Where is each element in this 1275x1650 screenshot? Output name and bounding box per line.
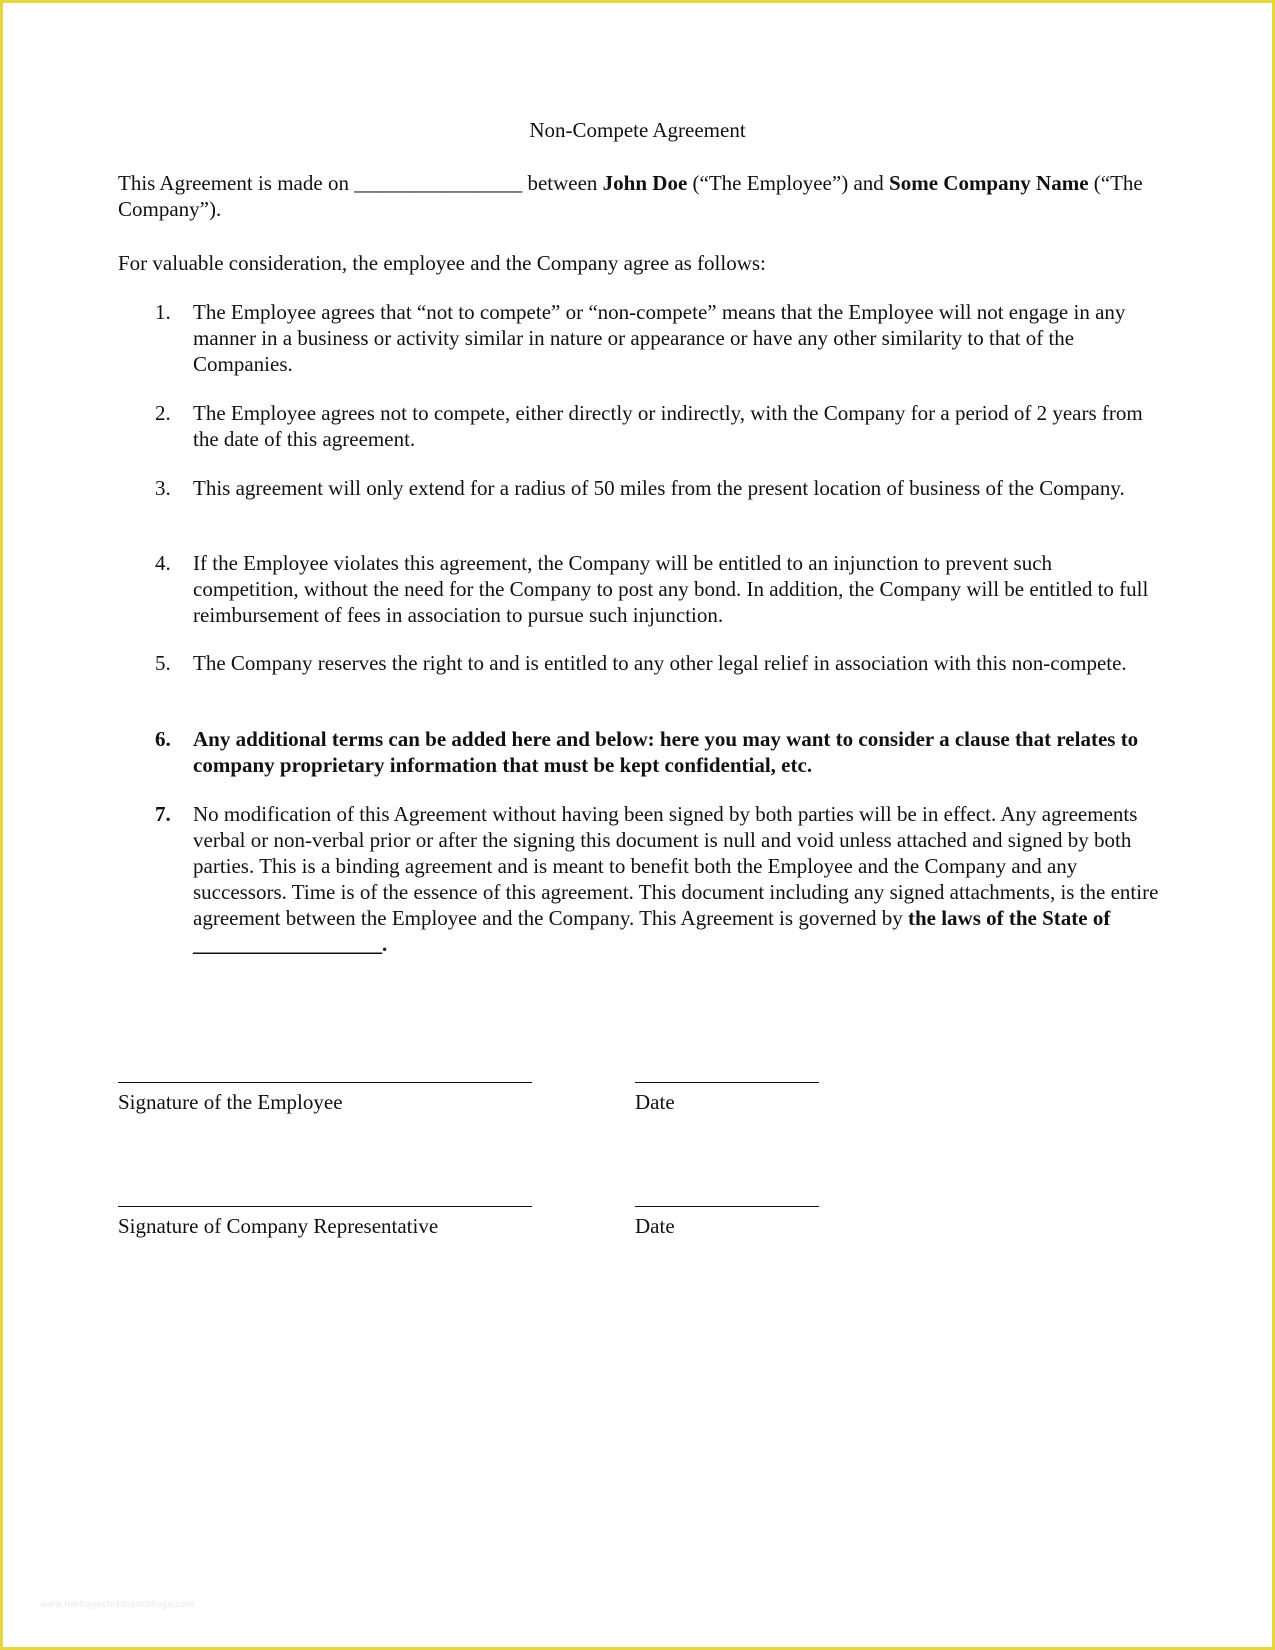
clause-text: No modification of this Agreement without having been signed by both parties will be in effect. Any agreements verbal or non-verbal prior or after the signing this document is null and void unless attached and signed by both parties. This is a binding agreement and is meant to benefit both the Employee and the Company and any successors. Time is of the essence of this agreement. This document including any signed attachments, is the entire agreement between the Employee and the Company. This Agreement is governed by: [193, 802, 1159, 930]
company-signature-label: Signature of Company Representative: [118, 1214, 439, 1238]
company-date-line[interactable]: [635, 1206, 819, 1207]
intro-prefix: This Agreement is made on: [118, 171, 355, 195]
clause-text: The Employee agrees not to compete, either directly or indirectly, with the Company for a period of 2 years from the date of this agreement.: [193, 401, 1143, 451]
clause-4: [150, 550, 1160, 628]
clause-number: 7.: [155, 802, 171, 826]
clause-2: [150, 400, 1160, 452]
company-name: Some Company Name: [889, 171, 1089, 195]
clause-text: If the Employee violates this agreement, the Company will be entitled to an injunction to prevent such competition, without the need for the Company to post any bond. In addition, the Company will be entitled to full reimbursement of fees in association to pursue such injunction.: [193, 551, 1149, 627]
clause-1: [150, 299, 1160, 377]
clause-number: 3.: [155, 476, 171, 500]
company-date-label: Date: [635, 1214, 675, 1238]
employee-date-line[interactable]: [635, 1082, 819, 1083]
clause-number: 1.: [155, 300, 171, 324]
document-title: Non-Compete Agreement: [529, 118, 746, 142]
employee-role: (“The Employee”) and: [687, 171, 890, 195]
governing-law-text: the laws of the State of __________________.: [193, 906, 1111, 956]
clause-text: The Company reserves the right to and is entitled to any other legal relief in association with this non-compete.: [193, 651, 1127, 675]
clause-5: [150, 650, 1160, 676]
clause-number: 2.: [155, 401, 171, 425]
clause-6: [150, 726, 1160, 778]
company-role: (“The Company”).: [118, 171, 1143, 221]
consideration-paragraph: For valuable consideration, the employee and the Company agree as follows:: [118, 251, 766, 275]
company-signature-line[interactable]: [118, 1206, 532, 1207]
clause-3: [150, 475, 1160, 501]
clause-number: 6.: [155, 727, 171, 751]
clause-text: Any additional terms can be added here and below: here you may want to consider a clause that relates to company proprietary information that must be kept confidential, etc.: [193, 727, 1139, 777]
clause-text-wrapper: [193, 801, 1160, 957]
clause-text: This agreement will only extend for a radius of 50 miles from the present location of business of the Company.: [193, 476, 1125, 500]
intro-between: between: [522, 171, 603, 195]
employee-name: John Doe: [602, 171, 688, 195]
clause-number: 4.: [155, 551, 171, 575]
intro-paragraph: [118, 170, 1158, 222]
employee-date-label: Date: [635, 1090, 675, 1114]
clause-text: The Employee agrees that “not to compete” or “non-compete” means that the Employee will not engage in any manner in a business or activity similar in nature or appearance or have any other similarity to that of the Companies.: [193, 300, 1126, 376]
clause-number: 5.: [155, 651, 171, 675]
date-blank: ________________: [354, 171, 523, 195]
watermark-text: www.heritagechristiancollege.com: [40, 1600, 195, 1610]
clause-7: [150, 801, 1160, 957]
employee-signature-line[interactable]: [118, 1082, 532, 1083]
employee-signature-label: Signature of the Employee: [118, 1090, 343, 1114]
